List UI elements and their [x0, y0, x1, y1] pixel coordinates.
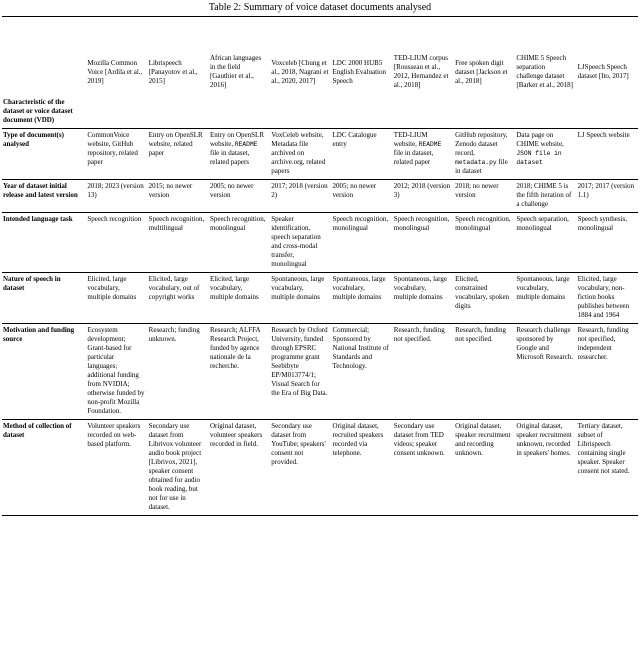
table-cell: Secondary use dataset from YouTube; speakers' consent not provided. [271, 422, 326, 466]
column-header-voxceleb: Voxceleb [Chung et al., 2018, Nagrani et al., 2020, 2017] [271, 58, 329, 85]
table-cell: LDC Catalogue entry [332, 131, 377, 148]
table-cell: Original dataset, speaker recruitment unknown, recorded in speakers' homes. [516, 422, 572, 457]
table-row-nature-of-speech [2, 273, 638, 324]
table-cell: GitHub repository, Zenodo dataset record, metadata.py file in dataset [455, 131, 508, 175]
corner-header: Characteristic of the dataset or voice dataset document (VDD) [3, 98, 73, 124]
row-header-year-of-release: Year of dataset initial release and latest version [3, 182, 78, 199]
table-cell: 2012; 2018 (version 3) [393, 182, 451, 199]
table-cell: Ecosystem development; Grant-based for particular languages; additional funding from NVIDIA; otherwise funded by non-profit Mozilla Foundation. [87, 326, 145, 415]
table-cell: 2017; 2017 (version 1.1) [577, 182, 635, 199]
table-row-motivation-funding [2, 324, 638, 420]
table-cell: Speech recognition, monolingual [332, 215, 389, 232]
table-cell: CommonVoice website, GitHub repository, related paper [87, 131, 138, 166]
table-cell: Elicited, constrained vocabulary, spoken digits [455, 275, 510, 310]
table-cell: Speech recognition, monolingual [455, 215, 511, 232]
row-header-collection-method: Method of collection of dataset [3, 422, 72, 439]
table-cell: Original dataset, volunteer speakers recorded in field. [209, 422, 263, 448]
table-cell: VoxCeleb website, Metadata file archived on archive.org, related papers [271, 131, 326, 175]
table-cell: Tertiary dataset, subset of Librispeech containing single speaker. Speaker consent not stated. [577, 422, 630, 475]
table-cell: 2017; 2018 (version 2) [271, 182, 328, 199]
table-cell: Research, funding not specified. [455, 326, 507, 343]
table-cell: Entry on OpenSLR website, README file in dataset, related papers [209, 131, 265, 166]
column-header-ljspeech: LJSpeech Speech dataset [Ito, 2017] [577, 63, 629, 80]
table-cell: Research by Oxford University, funded through EPSRC programme grant Seebibyte EP/M013774/1; Visual Search for the Era of Big Data. [271, 326, 328, 397]
table-cell: LJ Speech website [577, 131, 630, 139]
table-cell: Speech separation, monolingual [516, 215, 569, 232]
table-cell: Data page on CHIME website, JSON file in dataset [516, 131, 564, 166]
table-cell: TED-LIUM website, README file in dataset, related paper [393, 131, 442, 166]
row-header-nature-of-speech: Nature of speech in dataset [3, 275, 61, 292]
table-cell: 2018; 2023 (version 13) [87, 182, 144, 199]
table-cell: 2015; no newer version [148, 182, 193, 199]
table-cell: Spontaneous, large vocabulary, multiple domains [332, 275, 386, 301]
table-row-language-task [2, 213, 638, 273]
table-cell: Spontaneous, large vocabulary, multiple domains [393, 275, 447, 301]
column-header-chime5: CHIME 5 Speech separation challenge dataset [Barker et al., 2018] [516, 54, 573, 89]
table-cell: Elicited, large vocabulary, out of copyright works [148, 275, 200, 301]
table-cell: Entry on OpenSLR website, related paper [148, 131, 203, 157]
table-cell: Speech recognition, multilingual [148, 215, 205, 232]
table-cell: Speaker identification, speech separation and cross-modal transfer, monolingual [271, 215, 321, 268]
table-cell: Original dataset, speaker recruitment and recording unknown. [455, 422, 511, 457]
table-row-collection-method [2, 420, 638, 516]
table-cell: Secondary use dataset from TED videos; speaker consent unknown. [393, 422, 445, 457]
table-cell: Research, funding not specified, independent researcher. [577, 326, 629, 361]
voice-dataset-summary-table [2, 16, 638, 516]
table-cell: Speech recognition, monolingual [209, 215, 266, 232]
table-row-year-of-release [2, 180, 638, 213]
table-cell: Speech recognition, monolingual [393, 215, 450, 232]
table-cell: Research; ALFFA Research Project, funded by agence nationale de la recherche. [209, 326, 261, 370]
table-caption: Table 2: Summary of voice dataset documents analysed [208, 2, 432, 13]
row-header-type-of-documents: Type of document(s) analysed [3, 131, 64, 148]
table-cell: Elicited, large vocabulary, multiple domains [87, 275, 137, 301]
column-header-african-languages: African languages in the field [Gauthier et al., 2016] [209, 54, 262, 89]
table-cell: Spontaneous, large vocabulary, multiple domains [516, 275, 570, 301]
table-cell: 2005; no newer version [332, 182, 377, 199]
table-cell: Commercial; Sponsored by National Institute of Standards and Technology. [332, 326, 389, 370]
column-header-tedlium: TED-LIUM corpus [Rousseau et al., 2012, Hernandez et al., 2018] [393, 54, 449, 89]
table-cell: Original dataset, recruited speakers recorded via telephone. [332, 422, 384, 457]
table-cell: Research challenge sponsored by Google and Microsoft Research. [516, 326, 574, 361]
table-cell: 2018; no newer version [455, 182, 499, 199]
table-cell: Secondary use dataset from Librivox volunteer audio book project [Librivox, 2021], speaker consent obtained for audio book reading, but not for use in dataset. [148, 422, 202, 511]
table-cell: 2005; no newer version [209, 182, 254, 199]
column-header-librispeech: Librispeech [Panayotov et al., 2015] [148, 58, 198, 85]
row-header-motivation-funding: Motivation and funding source [3, 326, 75, 343]
table-cell: Speech synthesis, monolingual [577, 215, 628, 232]
column-header-mozilla-common-voice: Mozilla Common Voice [Ardila et al., 2019] [87, 58, 143, 85]
column-header-free-spoken-digit: Free spoken digit dataset [Jackson et al., 2018] [455, 58, 508, 85]
table-cell: Volunteer speakers recorded on web-based platform. [87, 422, 141, 448]
table-cell: Research; funding unknown. [148, 326, 200, 343]
table-cell: Research, funding not specified. [393, 326, 445, 343]
table-cell: Elicited, large vocabulary, multiple domains [209, 275, 259, 301]
header-row [2, 17, 638, 129]
table-cell: Elicited, large vocabulary, non-fiction books publishes between 1884 and 1964 [577, 275, 630, 319]
table-cell: Speech recognition [87, 215, 142, 223]
column-header-ldc-hub5: LDC 2000 HUB5 English Evaluation Speech [332, 58, 386, 85]
table-cell: Spontaneous, large vocabulary, multiple domains [271, 275, 325, 301]
table-cell: 2018; CHIME 5 is the fifth iteration of a challenge [516, 182, 572, 208]
table-row-type-of-documents [2, 129, 638, 180]
row-header-language-task: Intended language task [3, 215, 73, 223]
